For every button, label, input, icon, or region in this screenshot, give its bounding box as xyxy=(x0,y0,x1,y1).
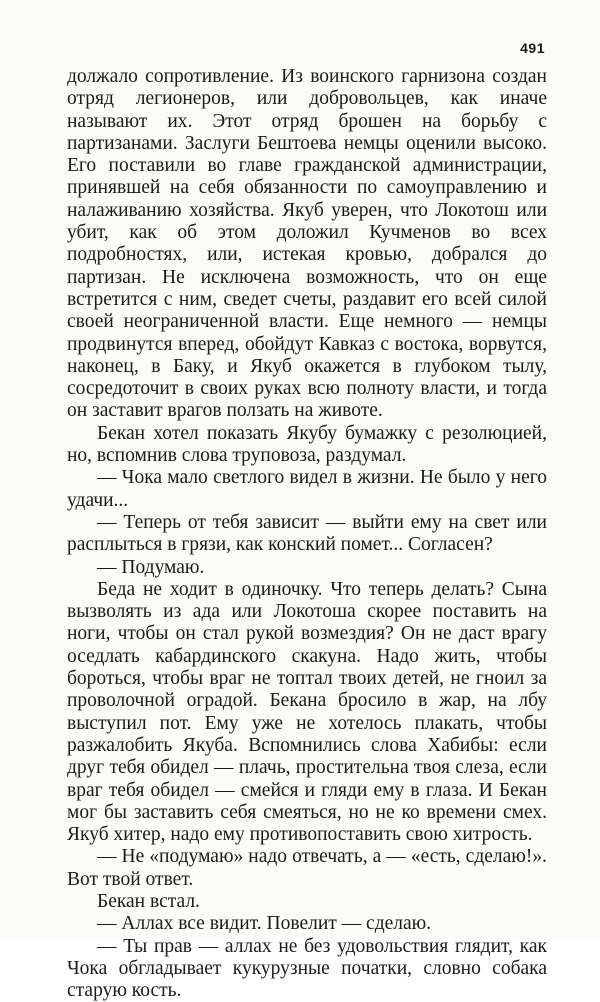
paragraph: — Чока мало светлого видел в жизни. Не было у него удачи... xyxy=(67,467,547,511)
paragraph: Бекан хотел показать Якубу бумажку с резолюцией, но, вспомнив слова труповоза, раздумал. xyxy=(67,422,547,467)
paragraph: — Теперь от тебя зависит — выйти ему на свет или расплыться в грязи, как конский помет... Согласен? xyxy=(67,511,547,556)
paragraph: — Не «подумаю» надо отвечать, а — «есть, сделаю!». Вот твой ответ. xyxy=(67,846,547,890)
page-body-text xyxy=(67,66,547,1002)
paragraph: — Аллах все видит. Повелит — сделаю. xyxy=(97,913,432,935)
paragraph: — Подумаю. xyxy=(97,556,205,578)
paragraph: Бекан встал. xyxy=(97,890,200,912)
paragraph: должало сопротивление. Из воинского гарнизона создан отряд легионеров, или добровольцев, как иначе называют их. Этот отряд брошен на борьбу с партизанами. Заслуги Бештоева немцы оценили высоко. Его поставили во главе гражданской администрации, принявшей на себя обязанности по самоуправлению и налаживанию хозяйства. Якуб уверен, что Локотош или убит, как об этом доложил Кучменов во всех подробностях, или, истекая кровью, добрался до партизан. Не исключена возможность, что он еще встретится с ним, сведет счеты, раздавит его всей силой своей неограниченной власти. Еще немного — немцы продвинутся вперед, обойдут Кавказ с востока, ворвутся, наконец, в Баку, и Якуб окажется в глубоком тылу, сосредоточит в своих руках всю полноту власти, и тогда он заставит врагов ползать на животе. xyxy=(67,66,547,422)
paragraph: Беда не ходит в одиночку. Что теперь делать? Сына вызволять из ада или Локотоша скорее поставить на ноги, чтобы он стал рукой возмездия? Он не даст врагу оседлать кабардинского скакуна. Надо жить, чтобы бороться, чтобы враг не топтал твоих детей, не гноил за проволочной оградой. Бекана бросило в жар, на лбу выступил пот. Ему уже не хотелось плакать, чтобы разжалобить Якуба. Вспомнились слова Хабибы: если друг тебя обидел — плачь, простительна твоя слеза, если враг тебя обидел — смейся и гляди ему в глаза. И Бекан мог бы заставить себя смеяться, но не ко времени смех. Якуб хитер, надо ему противопоставить свою хитрость. xyxy=(67,578,547,846)
paragraph: — Ты прав — аллах не без удовольствия глядит, как Чока обгладывает кукурузные початки, словно собака старую кость. xyxy=(67,935,547,1002)
page-number: 491 xyxy=(520,40,545,56)
